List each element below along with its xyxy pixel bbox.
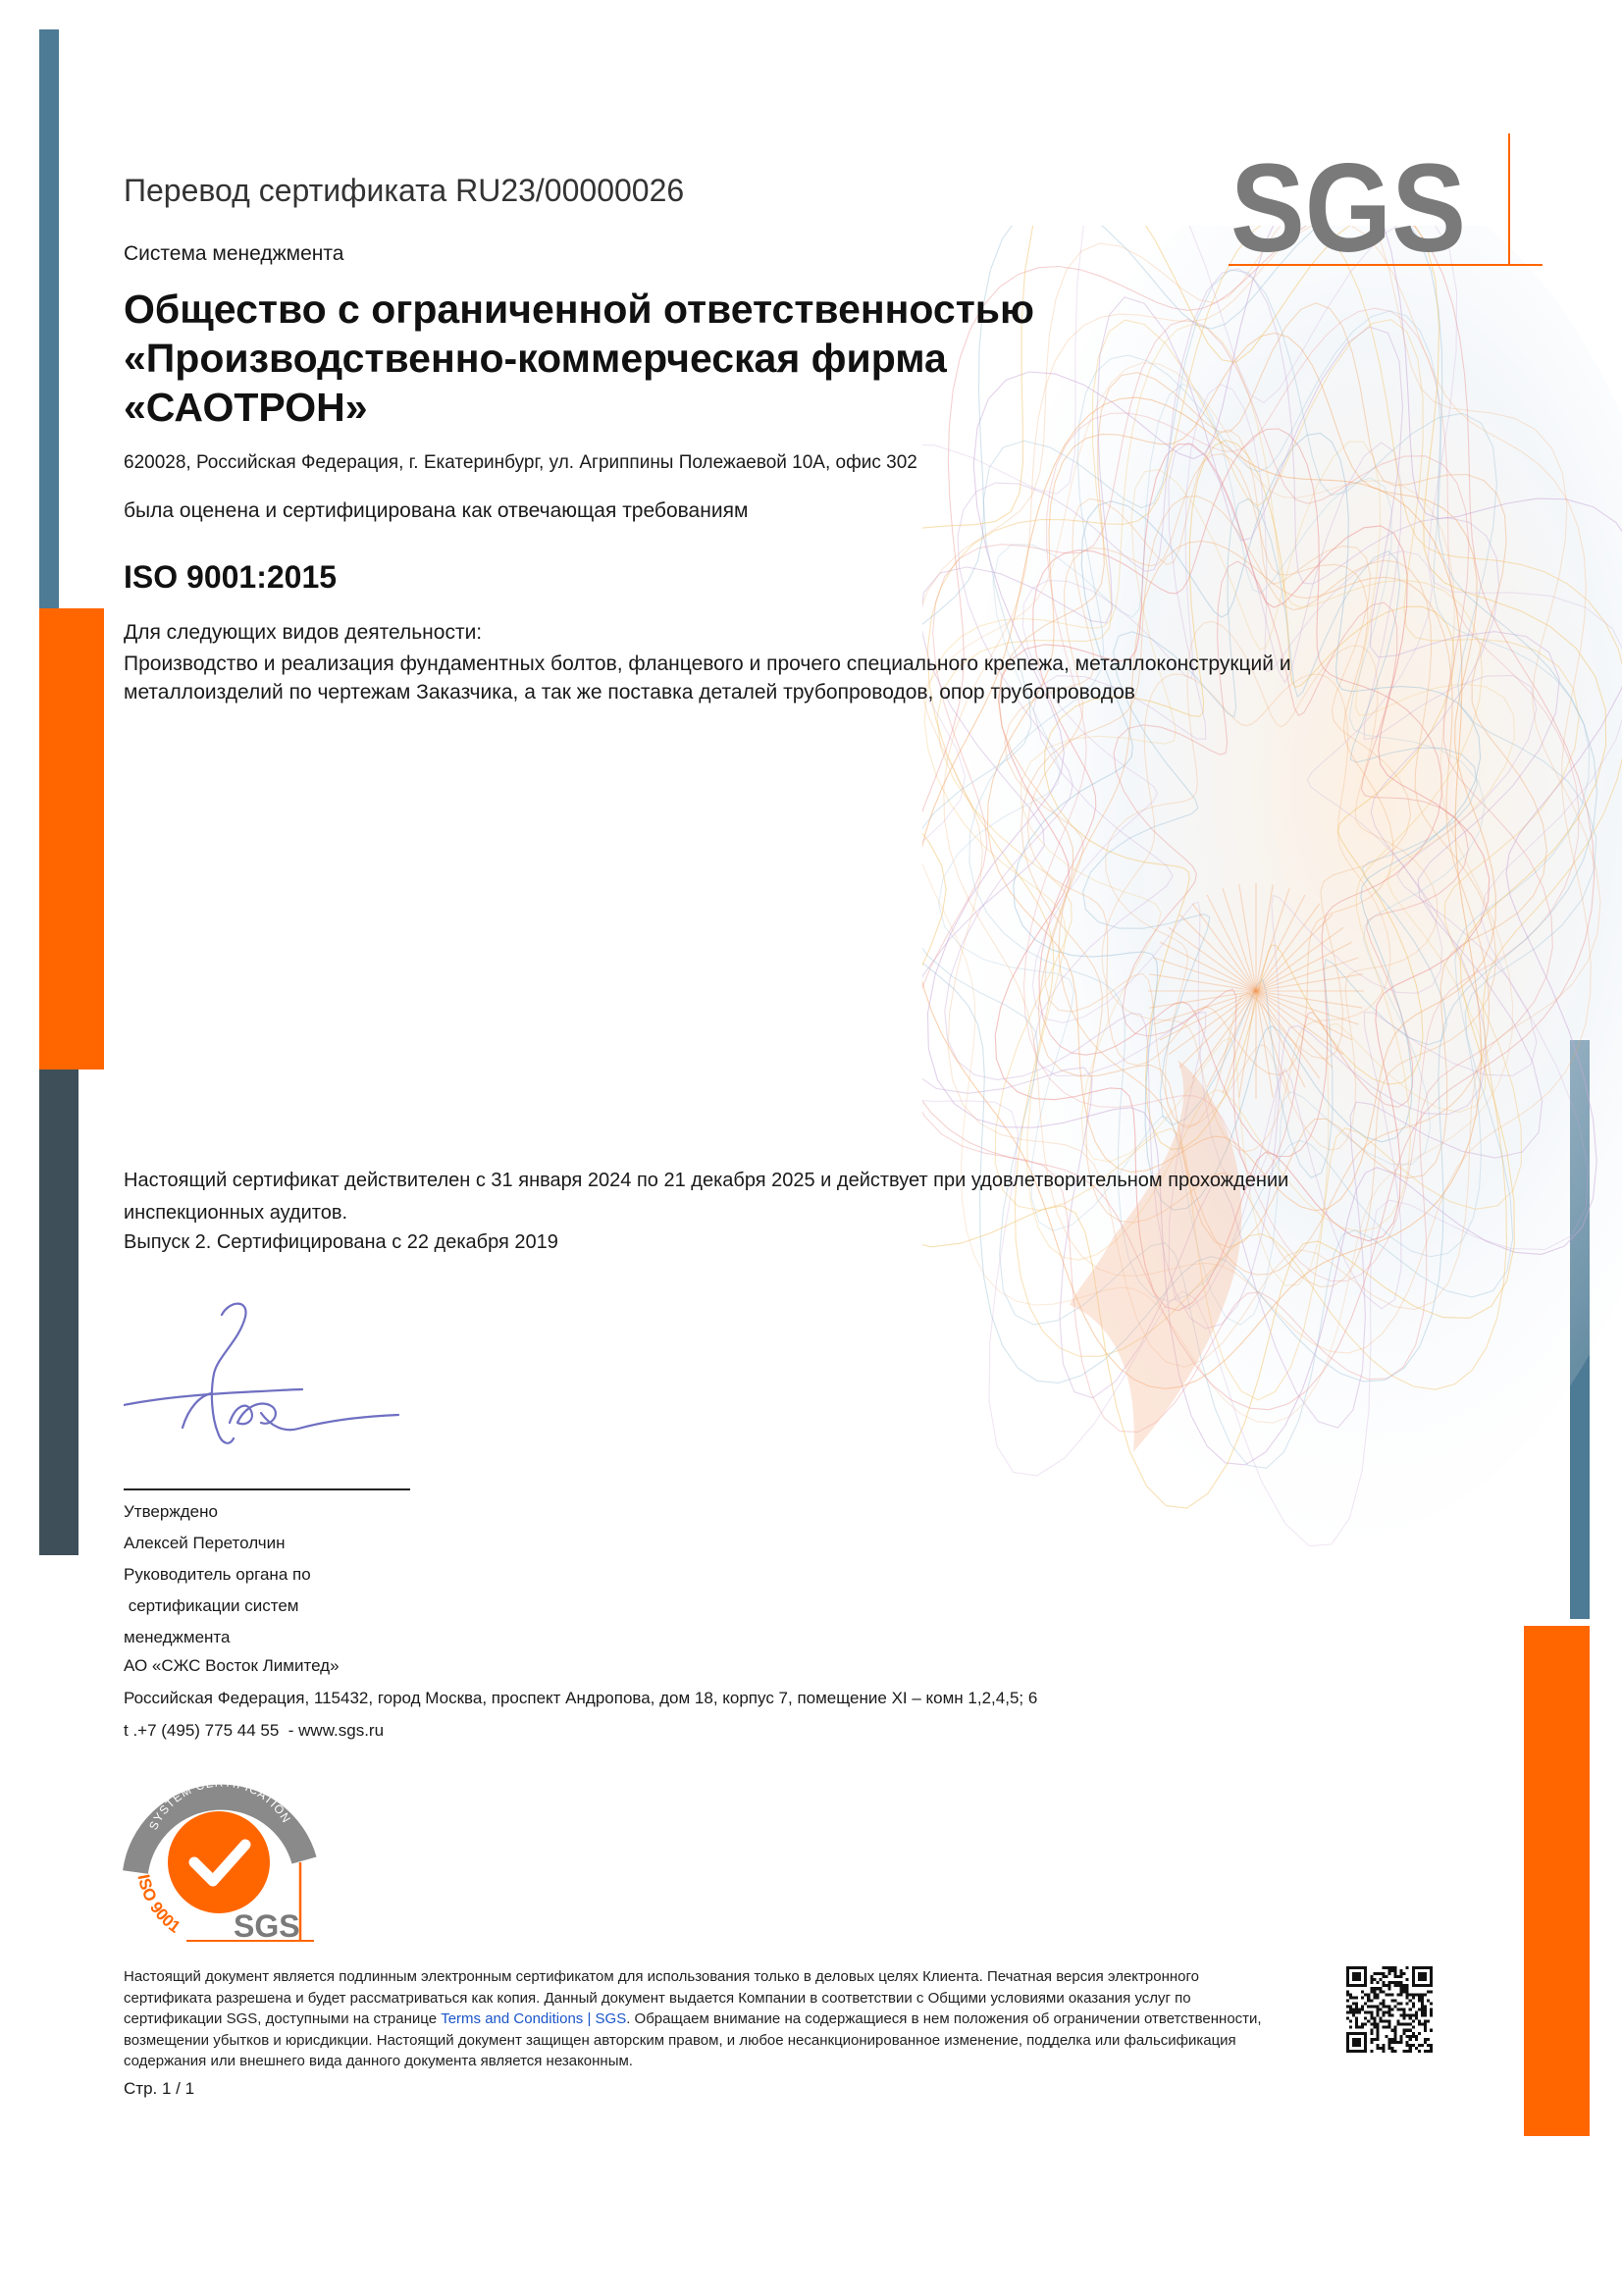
scope-line: металлоизделий по чертежам Заказчика, а так же поставка деталей трубопроводов, опор трубопроводов bbox=[124, 681, 1135, 704]
approver-position-line: сертификации систем bbox=[124, 1596, 299, 1615]
standard-title: ISO 9001:2015 bbox=[124, 559, 338, 595]
scope-label: Для следующих видов деятельности: bbox=[124, 621, 483, 644]
sgs-logo-text: SGS bbox=[1230, 138, 1466, 271]
validity-line: инспекционных аудитов. bbox=[124, 1202, 348, 1224]
approver-position-line: Руководитель органа по bbox=[124, 1565, 311, 1584]
left-bar-blue bbox=[39, 29, 59, 608]
issuer-address: Российская Федерация, 115432, город Москва, проспект Андропова, дом 18, корпус 7, помещение XI – комн 1,2,4,5; 6 bbox=[124, 1689, 1038, 1707]
issue-info: Выпуск 2. Сертифицирована с 22 декабря 2019 bbox=[124, 1231, 558, 1253]
validity-statement bbox=[124, 1165, 1288, 1229]
approver-position-line: менеджмента bbox=[124, 1628, 231, 1646]
signature-line bbox=[124, 1488, 410, 1490]
validity-line: Настоящий сертификат действителен с 31 января 2024 по 21 декабря 2025 и действует при удовлетворительном прохождении bbox=[124, 1170, 1289, 1191]
left-bar-orange bbox=[39, 608, 104, 1070]
legal-line-part: . Обращаем внимание на содержащиеся в нем положения об ограничении ответственности, bbox=[626, 2010, 1262, 2027]
organization-line: «САОТРОН» bbox=[124, 385, 368, 430]
legal-line-part: сертификации SGS, доступными на странице bbox=[124, 2010, 442, 2027]
signature-image bbox=[124, 1295, 418, 1472]
organization-line: Общество с ограниченной ответственностью bbox=[124, 287, 1035, 332]
legal-line bbox=[124, 2009, 1262, 2030]
legal-notice bbox=[124, 1966, 1262, 2072]
page-number: Стр. 1 / 1 bbox=[124, 2079, 195, 2098]
iso-9001-seal bbox=[118, 1747, 324, 1953]
seal-arc-text: SYSTEM CERTIFICATION bbox=[146, 1775, 294, 1833]
organization-address: 620028, Российская Федерация, г. Екатеринбург, ул. Агриппины Полежаевой 10А, офис 302 bbox=[124, 452, 917, 473]
terms-and-conditions-link[interactable]: Terms and Conditions | SGS bbox=[441, 2010, 627, 2027]
issuer-contacts: t .+7 (495) 775 44 55 - www.sgs.ru bbox=[124, 1721, 385, 1740]
guilloche-background bbox=[922, 226, 1622, 1697]
approver-name: Алексей Перетолчин bbox=[124, 1534, 286, 1552]
legal-line: сертификата разрешена и будет рассматриваться как копия. Данный документ выдается Компании в соответствии с Общими условиями оказания услуг по bbox=[124, 1989, 1191, 2007]
scope-text bbox=[124, 650, 1291, 706]
system-label: Система менеджмента bbox=[124, 242, 344, 265]
assessed-statement: была оценена и сертифицирована как отвечающая требованиям bbox=[124, 499, 749, 522]
organization-line: «Производственно-коммерческая фирма bbox=[124, 336, 947, 381]
sgs-logo bbox=[1229, 133, 1552, 271]
qr-code[interactable] bbox=[1346, 1966, 1433, 2053]
scope-line: Производство и реализация фундаментных болтов, фланцевого и прочего специального крепежа, металлоконструкций и bbox=[124, 652, 1291, 675]
approver-block bbox=[124, 1496, 311, 1653]
legal-line: возмещении убытков и юрисдикции. Настоящий документ защищен авторским правом, и любое несанкционированное изменение, подделка или фальсификация bbox=[124, 2031, 1236, 2049]
seal-iso-text: ISO 9001 bbox=[133, 1872, 184, 1937]
seal-brand-text: SGS bbox=[234, 1908, 300, 1944]
right-bar-orange bbox=[1524, 1626, 1590, 2136]
legal-line: Настоящий документ является подлинным электронным сертификатом для использования только в деловых целях Клиента. Печатная версия электронного bbox=[124, 1968, 1199, 1985]
approved-label: Утверждено bbox=[124, 1502, 218, 1521]
left-bar-dark bbox=[39, 1070, 78, 1555]
issuer-name: АО «СЖС Восток Лимитед» bbox=[124, 1656, 340, 1675]
issuer-block bbox=[124, 1649, 1037, 1747]
certificate-title: Перевод сертификата RU23/00000026 bbox=[124, 173, 685, 208]
legal-line: содержания или внешнего вида данного документа является незаконным. bbox=[124, 2053, 633, 2069]
organization-name bbox=[124, 285, 1034, 432]
